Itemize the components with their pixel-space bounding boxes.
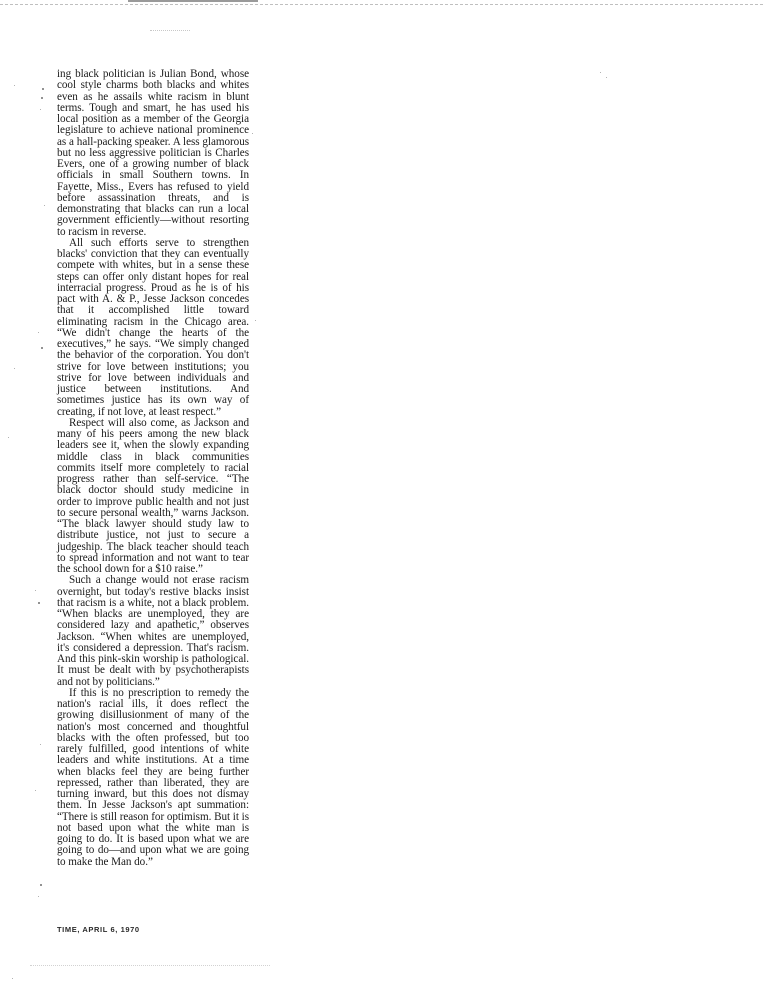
scan-speck xyxy=(41,97,43,99)
article-paragraph-5: If this is no prescription to remedy the nation's racial ills, it does reflect the growing disillusionment of many of the nation's most concerned and thoughtful blacks with the often professed, but too rarely fulfilled, good intentions of white leaders and white institutions. At a time when blacks feel they are being further repressed, rather than liberated, they are turning inward, but this does not dismay them. In Jesse Jackson's apt summation: “There is still reason for optimism. But it is not based upon what the white man is going to do. It is based upon what we are going to do—and upon what we are going to make the Man do.” xyxy=(57,686,249,868)
scan-speck xyxy=(40,744,41,745)
scan-speck xyxy=(42,88,44,90)
page-top-faint-mark xyxy=(150,30,190,31)
article-paragraph-1: ing black politician is Julian Bond, whose cool style charms both blacks and whites even as he assails white racism in blunt terms. Tough and smart, he has used his local position as a member of the Georgia legislature to achieve national prominence as a hall-packing speaker. A less glamorous but no less aggressive politician is Charles Evers, one of a growing number of black officials in small Southern towns. In Fayette, Miss., Evers has refused to yield before assassination threats, and is demonstrating that blacks can run a local government efficiently—without resorting to racism in reverse. xyxy=(57,68,249,238)
scan-speck xyxy=(40,884,42,886)
scan-speck xyxy=(38,896,39,897)
scan-speck xyxy=(40,109,41,110)
scan-speck xyxy=(35,590,36,591)
page-bottom-faint-marks xyxy=(30,965,270,966)
page-top-scan-mark xyxy=(128,0,258,2)
scan-speck xyxy=(8,437,9,438)
scan-speck xyxy=(255,320,256,321)
scan-speck xyxy=(41,347,43,349)
scan-speck xyxy=(38,602,40,604)
article-paragraph-4: Such a change would not erase racism overnight, but today's restive blacks insist that racism is a white, not a black problem. “When blacks are unemployed, they are considered lazy and apathetic,” observes Jackson. “When whites are unemployed, it's considered a depression. That's racism. And this pink-skin worship is pathological. It must be dealt with by psychotherapists and not by politicians.” xyxy=(57,574,249,688)
scan-speck xyxy=(606,77,607,78)
article-paragraph-2: All such efforts serve to strengthen blacks' conviction that they can eventually compete with whites, but in a sense these steps can offer only distant hopes for real interracial progress. Proud as he is of his pact with A. & P., Jesse Jackson concedes that it accomplished little toward eliminating racism in the Chicago area. “We didn't change the hearts of the executives,” he says. “We simply changed the behavior of the corporation. You don't strive for love between institutions; you strive for love between individuals and justice between institutions. And sometimes justice has its own way of creating, if not love, at least respect.” xyxy=(57,236,249,418)
scan-speck xyxy=(44,205,45,206)
article-column xyxy=(57,69,249,868)
page-top-dashed-border xyxy=(0,4,763,5)
scan-speck xyxy=(252,133,253,134)
scan-speck xyxy=(12,978,13,979)
scan-speck xyxy=(35,790,36,791)
scan-speck xyxy=(38,332,39,333)
scan-speck xyxy=(14,85,15,86)
publication-footer: TIME, APRIL 6, 1970 xyxy=(57,925,140,934)
article-paragraph-3: Respect will also come, as Jackson and many of his peers among the new black leaders see it, when the slowly expanding middle class in black communities commits itself more completely to racial progress rather than self-service. “The black doctor should study medicine in order to improve public health and not just to secure personal wealth,” warns Jackson. “The black lawyer should study law to distribute justice, not just to secure a judgeship. The black teacher should teach to spread information and not want to tear the school down for a $10 raise.” xyxy=(57,416,249,575)
scan-speck xyxy=(600,72,601,73)
scan-speck xyxy=(14,368,15,369)
